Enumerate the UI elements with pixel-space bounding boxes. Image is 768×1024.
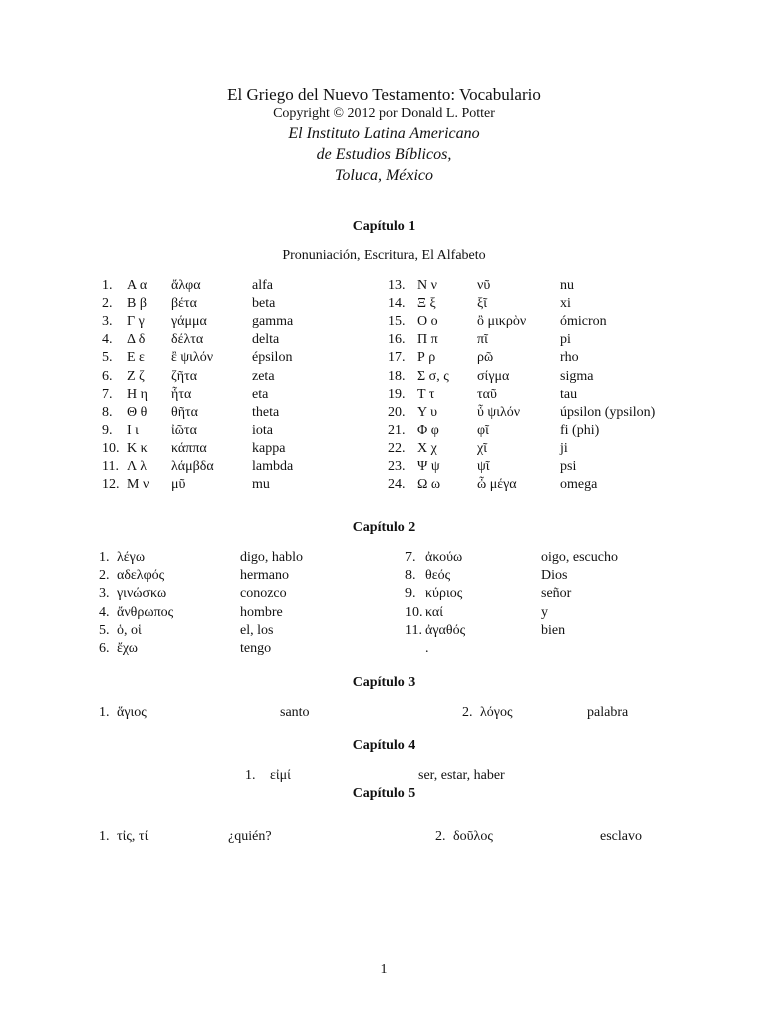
vocab-meaning: señor bbox=[541, 586, 572, 602]
vocab-number: 1. bbox=[99, 705, 110, 720]
vocab-greek: δοῦλος bbox=[453, 829, 493, 844]
vocab-meaning: el, los bbox=[240, 622, 274, 638]
alphabet-number: 21. bbox=[388, 422, 406, 438]
vocab-meaning: bien bbox=[541, 622, 566, 638]
alphabet-letter: Ν ν bbox=[417, 278, 437, 293]
alphabet-letter: Κ κ bbox=[127, 440, 148, 456]
vocab-number: 10. bbox=[405, 604, 423, 620]
alphabet-number: 8. bbox=[102, 404, 113, 420]
vocab-meaning: y bbox=[541, 604, 548, 620]
vocab-meaning: hermano bbox=[240, 568, 289, 584]
alphabet-transliteration: kappa bbox=[252, 440, 286, 456]
vocab-greek: θεός bbox=[425, 568, 451, 584]
alphabet-letter: Ξ ξ bbox=[417, 296, 436, 312]
alphabet-transliteration: theta bbox=[252, 404, 280, 420]
vocab-number: 4. bbox=[99, 604, 110, 620]
vocab-number: 9. bbox=[405, 586, 416, 602]
alphabet-greek-name: σίγμα bbox=[477, 368, 510, 384]
alphabet-greek-name: ἰῶτα bbox=[171, 422, 197, 438]
alphabet-greek-name: ταῦ bbox=[477, 386, 497, 402]
alphabet-letter: Θ θ bbox=[127, 404, 148, 420]
alphabet-transliteration: úpsilon (ypsilon) bbox=[560, 404, 656, 420]
vocab-meaning: oigo, escucho bbox=[541, 550, 618, 565]
alphabet-number: 4. bbox=[102, 332, 113, 348]
chapter-1-subtitle: Pronuniación, Escritura, El Alfabeto bbox=[282, 248, 486, 263]
vocab-number: 6. bbox=[99, 641, 110, 656]
institute-line-1: El Instituto Latina Americano bbox=[288, 125, 480, 142]
alphabet-number: 7. bbox=[102, 386, 113, 402]
alphabet-transliteration: lambda bbox=[252, 459, 294, 474]
alphabet-number: 1. bbox=[102, 278, 113, 293]
alphabet-letter: Π π bbox=[417, 332, 438, 348]
alphabet-transliteration: mu bbox=[252, 477, 270, 493]
alphabet-letter: Ε ε bbox=[127, 350, 145, 366]
alphabet-number: 16. bbox=[388, 332, 406, 348]
alphabet-number: 22. bbox=[388, 440, 406, 456]
alphabet-letter: Ζ ζ bbox=[127, 368, 145, 384]
vocab-number: 2. bbox=[435, 829, 446, 844]
alphabet-letter: Μ ν bbox=[127, 477, 150, 493]
alphabet-number: 15. bbox=[388, 314, 406, 330]
alphabet-greek-name: κάππα bbox=[171, 440, 207, 456]
alphabet-number: 3. bbox=[102, 314, 113, 330]
alphabet-letter: Υ υ bbox=[417, 404, 438, 420]
institute-line-2: de Estudios Bíblicos, bbox=[316, 146, 452, 163]
vocab-greek: ἀκούω bbox=[425, 550, 463, 565]
alphabet-greek-name: γάμμα bbox=[171, 314, 207, 330]
vocab-greek: ὁ, οἱ bbox=[117, 622, 142, 638]
alphabet-letter: Ρ ρ bbox=[417, 350, 436, 366]
alphabet-greek-name: ὦ μέγα bbox=[477, 477, 517, 493]
alphabet-transliteration: pi bbox=[560, 332, 571, 348]
alphabet-greek-name: χῖ bbox=[477, 440, 487, 456]
alphabet-greek-name: δέλτα bbox=[171, 332, 204, 348]
alphabet-transliteration: eta bbox=[252, 386, 269, 402]
alphabet-number: 14. bbox=[388, 296, 406, 312]
alphabet-greek-name: νῦ bbox=[477, 278, 491, 293]
page-number: 1 bbox=[380, 962, 388, 977]
alphabet-greek-name: λάμβδα bbox=[171, 459, 214, 474]
alphabet-transliteration: ji bbox=[560, 440, 568, 456]
alphabet-transliteration: delta bbox=[252, 332, 280, 348]
alphabet-letter: Φ φ bbox=[417, 422, 439, 438]
alphabet-number: 12. bbox=[102, 477, 120, 493]
vocab-number: 2. bbox=[462, 705, 473, 720]
alphabet-greek-name: βέτα bbox=[171, 296, 197, 312]
vocab-greek: εἰμί bbox=[270, 768, 291, 783]
vocab-number: 7. bbox=[405, 550, 416, 565]
alphabet-transliteration: alfa bbox=[252, 278, 273, 293]
alphabet-greek-name: ἦτα bbox=[171, 386, 192, 402]
alphabet-letter: Ι ι bbox=[127, 422, 139, 438]
chapter-4-heading: Capítulo 4 bbox=[352, 738, 416, 753]
vocab-greek: αδελφός bbox=[117, 568, 165, 584]
vocab-greek: ἀγαθός bbox=[425, 622, 466, 638]
vocab-greek: λέγω bbox=[117, 550, 146, 565]
alphabet-greek-name: ψῖ bbox=[477, 459, 490, 474]
chapter-2-heading: Capítulo 2 bbox=[352, 520, 416, 535]
chapter-3-heading: Capítulo 3 bbox=[352, 675, 416, 690]
alphabet-letter: Χ χ bbox=[417, 440, 437, 456]
alphabet-transliteration: fi (phi) bbox=[560, 422, 600, 438]
alphabet-greek-name: πῖ bbox=[477, 332, 488, 348]
vocab-greek: κύριος bbox=[425, 586, 463, 602]
vocab-greek: ἔχω bbox=[117, 641, 138, 656]
alphabet-transliteration: ómicron bbox=[560, 314, 607, 330]
alphabet-letter: Γ γ bbox=[127, 314, 145, 330]
vocab-greek: ἄνθρωπος bbox=[117, 604, 174, 620]
alphabet-transliteration: zeta bbox=[252, 368, 275, 384]
alphabet-transliteration: iota bbox=[252, 422, 273, 438]
alphabet-transliteration: beta bbox=[252, 296, 276, 312]
alphabet-transliteration: épsilon bbox=[252, 350, 293, 366]
alphabet-letter: Ψ ψ bbox=[417, 459, 440, 474]
alphabet-greek-name: φῖ bbox=[477, 422, 489, 438]
document-title: El Griego del Nuevo Testamento: Vocabulario bbox=[227, 85, 541, 104]
alphabet-transliteration: gamma bbox=[252, 314, 294, 330]
alphabet-transliteration: rho bbox=[560, 350, 579, 366]
alphabet-transliteration: omega bbox=[560, 477, 598, 493]
alphabet-number: 19. bbox=[388, 386, 406, 402]
vocab-meaning: ser, estar, haber bbox=[418, 768, 505, 783]
alphabet-greek-name: θῆτα bbox=[171, 404, 198, 420]
vocab-meaning: hombre bbox=[240, 604, 283, 620]
vocab-number: 5. bbox=[99, 622, 110, 638]
institute-line-3: Toluca, México bbox=[334, 167, 434, 184]
alphabet-number: 20. bbox=[388, 404, 406, 420]
vocab-number: 3. bbox=[99, 586, 110, 602]
alphabet-number: 10. bbox=[102, 440, 120, 456]
vocab-number: 2. bbox=[99, 568, 110, 584]
alphabet-greek-name: ξῖ bbox=[477, 296, 488, 312]
alphabet-number: 2. bbox=[102, 296, 113, 312]
alphabet-letter: Δ δ bbox=[127, 332, 146, 348]
alphabet-greek-name: ὖ ψιλόν bbox=[477, 404, 521, 420]
alphabet-letter: Σ σ, ς bbox=[417, 368, 449, 384]
chapter-5-heading: Capítulo 5 bbox=[352, 786, 416, 801]
vocab-meaning: conozco bbox=[240, 586, 287, 602]
alphabet-letter: Τ τ bbox=[417, 386, 435, 402]
vocab-number: 1. bbox=[99, 829, 110, 844]
alphabet-letter: Ο ο bbox=[417, 314, 438, 330]
alphabet-transliteration: tau bbox=[560, 386, 578, 402]
copyright-line: Copyright © 2012 por Donald L. Potter bbox=[273, 106, 495, 121]
vocab-meaning: palabra bbox=[587, 705, 629, 720]
alphabet-letter: Β β bbox=[127, 296, 147, 312]
vocab-greek: καί bbox=[425, 604, 444, 620]
alphabet-number: 24. bbox=[388, 477, 406, 493]
vocab-meaning: digo, hablo bbox=[240, 550, 303, 565]
vocab-greek: ἅγιος bbox=[117, 705, 147, 720]
alphabet-letter: Α α bbox=[127, 278, 148, 293]
vocab-number: 1. bbox=[99, 550, 110, 565]
alphabet-transliteration: nu bbox=[560, 278, 574, 293]
alphabet-number: 18. bbox=[388, 368, 406, 384]
alphabet-number: 17. bbox=[388, 350, 406, 366]
vocab-greek: λόγος bbox=[480, 705, 513, 720]
alphabet-transliteration: xi bbox=[560, 296, 571, 312]
vocab-number: 8. bbox=[405, 568, 416, 584]
alphabet-number: 5. bbox=[102, 350, 113, 366]
alphabet-letter: Ω ω bbox=[417, 477, 441, 493]
alphabet-greek-name: ἄλφα bbox=[171, 278, 201, 293]
alphabet-transliteration: psi bbox=[560, 459, 577, 474]
alphabet-greek-name: ζῆτα bbox=[171, 368, 198, 384]
alphabet-number: 9. bbox=[102, 422, 113, 438]
alphabet-number: 6. bbox=[102, 368, 113, 384]
vocab-meaning: Dios bbox=[541, 568, 568, 584]
vocab-number: 11. bbox=[405, 622, 422, 638]
alphabet-greek-name: μῦ bbox=[171, 477, 186, 493]
vocab-meaning: tengo bbox=[240, 641, 272, 656]
vocab-meaning: ¿quién? bbox=[228, 829, 272, 844]
alphabet-number: 23. bbox=[388, 459, 406, 474]
vocab-greek: . bbox=[425, 641, 429, 656]
alphabet-letter: Η η bbox=[127, 386, 148, 402]
alphabet-number: 11. bbox=[102, 459, 119, 474]
vocab-greek: γινώσκω bbox=[117, 586, 167, 602]
alphabet-letter: Λ λ bbox=[127, 459, 148, 474]
vocab-number: 1. bbox=[245, 768, 256, 783]
alphabet-greek-name: ὂ μικρὸν bbox=[477, 314, 527, 330]
alphabet-greek-name: ρῶ bbox=[477, 350, 494, 366]
alphabet-greek-name: ἒ ψιλόν bbox=[171, 350, 214, 366]
alphabet-number: 13. bbox=[388, 278, 406, 293]
vocab-meaning: esclavo bbox=[600, 829, 642, 844]
alphabet-transliteration: sigma bbox=[560, 368, 594, 384]
chapter-1-heading: Capítulo 1 bbox=[352, 219, 416, 234]
vocab-greek: τἰς, τί bbox=[117, 829, 149, 844]
vocab-meaning: santo bbox=[280, 705, 310, 720]
